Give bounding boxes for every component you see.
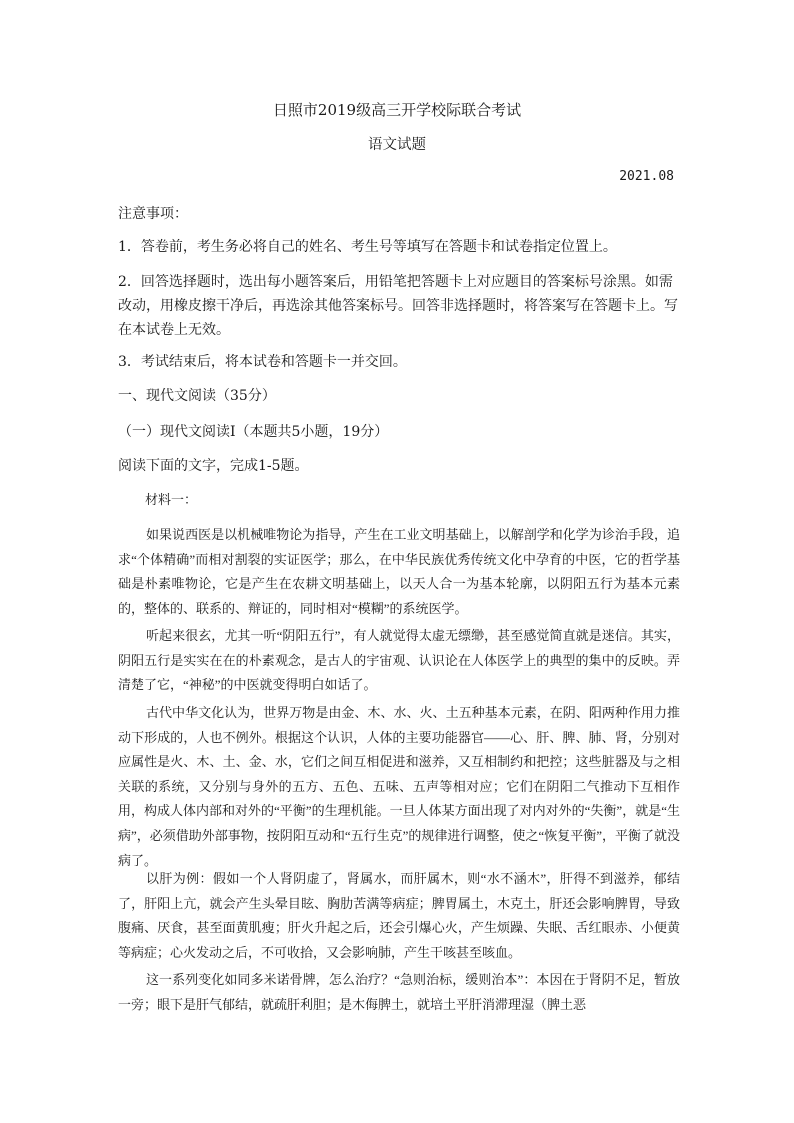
paragraph-4: 以肝为例：假如一个人肾阴虚了，肾属水，而肝属木，则“水不涵木”，肝得不到滋养，郁结了，肝阳上亢，就会产生头晕目眩、胸肋苦满等病症；脾胃属土，木克土，肝还会影响脾胃，导致腹痛、厌食，甚至面黄肌瘦；肝火升起之后，还会引爆心火，产生烦躁、失眠、舌红眼赤、小便黄等病症；心火发动之后，不可收拾，又会影响肺，产生干咳甚至咳血。 [118,871,680,960]
notice-item-1: 1．答卷前，考生务必将自己的姓名、考生号等填写在答题卡和试卷指定位置上。 [118,239,617,255]
subject-title: 语文试题 [368,137,426,153]
exam-title: 日照市2019级高三开学校际联合考试 [272,101,522,119]
subsection-heading: （一）现代文阅读Ⅰ（本题共5小题，19分） [118,424,389,440]
section-heading: 一、现代文阅读（35分） [118,388,276,404]
exam-date: 2021.08 [619,169,674,184]
paragraph-1: 如果说西医是以机械唯物论为指导，产生在工业文明基础上，以解剖学和化学为诊治手段，追求“个体精确”而相对割裂的实证医学；那么，在中华民族优秀传统文化中孕育的中医，它的哲学基础是朴素唯物论，它是产生在农耕文明基础上，以天人合一为基本轮廓，以阴阳五行为基本元素的，整体的、联系的、辩证的，同时相对“模糊”的系统医学。 [118,527,680,616]
reading-instruction: 阅读下面的文字，完成1-5题。 [118,458,309,474]
notice-heading: 注意事项： [118,206,188,222]
paragraph-3: 古代中华文化认为，世界万物是由金、木、水、火、土五种基本元素，在阴、阳两种作用力推动下形成的，人也不例外。根据这个认识，人体的主要功能器官——心、肝、脾、肺、肾，分别对应属性是火、木、土、金、水，它们之间互相促进和滋养，又互相制约和把控；这些脏器及与之相关联的系统，又分别与身外的五方、五色、五味、五声等相对应；它们在阴阳二气推动下互相作用，构成人体内部和对外的“平衡”的生理机能。一旦人体某方面出现了对内对外的“失衡”，就是“生病”，必须借助外部事物，按阴阳互动和“五行生克”的规律进行调整，使之“恢复平衡”，平衡了就没病了。 [118,705,680,868]
paragraph-2: 听起来很玄，尤其一听“阴阳五行”，有人就觉得太虚无缥缈，甚至感觉简直就是迷信。其实，阴阳五行是实实在在的朴素观念，是古人的宇宙观、认识论在人体医学上的典型的集中的反映。弄清楚了它，“神秘”的中医就变得明白如话了。 [118,628,680,693]
paragraph-5: 这一系列变化如同多米诺骨牌，怎么治疗？“急则治标，缓则治本”：本因在于肾阴不足，暂放一旁；眼下是肝气郁结，就疏肝利胆；是木侮脾土，就培土平肝消滞理湿（脾土恶 [118,972,680,1012]
notice-item-3: 3．考试结束后，将本试卷和答题卡一并交回。 [118,354,407,370]
notice-item-2: 2．回答选择题时，选出每小题答案后，用铅笔把答题卡上对应题目的答案标号涂黑。如需改动，用橡皮擦干净后，再选涂其他答案标号。回答非选择题时，将答案写在答题卡上。写在本试卷上无效。 [118,274,678,338]
material-label: 材料一： [145,492,198,507]
